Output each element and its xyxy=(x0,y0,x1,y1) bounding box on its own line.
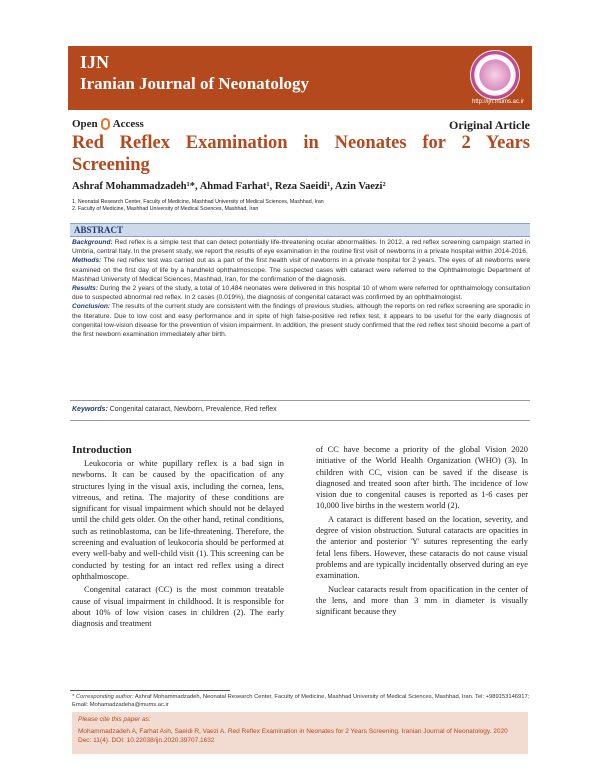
footnote-rule xyxy=(70,690,230,691)
doi-link[interactable]: 10.22038/ijn.2020.39707.1632 xyxy=(126,737,215,744)
affiliation-2: 2. Faculty of Medicine, Mashhad University of Medical Sciences, Mashhad, Iran xyxy=(72,206,259,212)
paragraph: of CC have become a priority of the global Vision 2020 initiative of the World Health Organization (WHO) (3). In children with CC, vision can be saved if the disease is diagnosed and treated soon after birth. The incidence of low vision due to congenital causes is reported as 1-6 cases per 10,000 live births in the western world (2). xyxy=(316,445,528,511)
open-lock-icon xyxy=(101,118,110,130)
citation-box xyxy=(72,712,528,754)
access-label: Access xyxy=(112,118,144,130)
paragraph: Nuclear cataracts result from opacification in the center of the lens, and more than 3 mm in diameter is visually significant because they xyxy=(316,584,528,617)
author-list: Ashraf Mohammadzadeh¹*, Ahmad Farhat¹, Reza Saeidi¹, Azin Vaezi² xyxy=(72,181,386,192)
article-type: Original Article xyxy=(449,118,530,132)
abstract-conclusion: Conclusion: The results of the current study are consistent with the findings of previous studies, although the reports on red reflex screening are sporadic in the literature. Due to low cost and easy performance and in spite of high false-positive red reflex test, it appears to be useful for the early diagnosis of congenital low-vision disease for the prevention of vision impairment. In addition, the present study confirmed that the red reflex test should become a part of the first newborn examination immediately after birth. xyxy=(72,303,530,339)
abstract-methods: Methods: The red reflex test was carried out as a part of the first health visit of newborns in a private hospital for 2 years. The eyes of all newborns were examined on the first day of life by a handheld ophthalmoscope. The suspected cases with cataract were referred to the Ophthalmologic Department of Mashhad University of Medical Sciences, Mashhad, Iran, for the confirmation of the diagnosis. xyxy=(72,257,530,283)
abstract-heading: ABSTRACT xyxy=(70,223,530,237)
corresponding-author: * Corresponding author: Ashraf Mohammadzadeh, Neonatal Research Center, Faculty of Medicine, Mashhad University of Medical Sciences, Mashhad, Iran. Tel: +989153146917; Email: Mohamadzadeha@mums.ac.ir xyxy=(72,694,530,708)
body-column-left xyxy=(72,458,284,629)
journal-url[interactable]: http://ijn.mums.ac.ir xyxy=(471,99,524,105)
introduction-heading: Introduction xyxy=(72,444,132,456)
journal-seal-icon xyxy=(470,50,520,100)
open-access-tag xyxy=(72,118,144,130)
body-column-right xyxy=(316,444,528,617)
divider xyxy=(70,400,530,401)
open-label: Open xyxy=(72,118,98,130)
article-title: Red Reflex Examination in Neonates for 2 Years Screening xyxy=(72,133,530,175)
keywords: Keywords: Congenital cataract, Newborn, Prevalence, Red reflex xyxy=(72,406,277,413)
abstract-background: Background: Red reflex is a simple test that can detect potentially life-threatening ocular abnormalities. In 2012, a red reflex screening campaign started in Umbria, central Italy. In the present study, we report the results of eye examination in the routine first visit of newborns in a private hospital within 2014-2016. xyxy=(72,239,530,256)
abstract-results: Results: During the 2 years of the study, a total of 10,484 neonates were delivered in this hospital 10 of whom were referred for ophthalmology consultation due to suspected abnormal red reflex. In 2 cases (0.019%), the diagnosis of congenital cataract was confirmed by an ophthalmologist. xyxy=(72,285,530,302)
citation-text: Mohammadzadeh A, Farhat Ash, Saeidi R, Vaezi A. Red Reflex Examination in Neonates for 2 Years Screening. Iranian Journal of Neonatology. 2020 Dec: 11(4). DOI: 10.22038/ijn.2020.39707.1632 xyxy=(78,728,508,744)
citation-label: Please cite this paper as: xyxy=(78,716,151,723)
paragraph: A cataract is different based on the location, severity, and degree of vision obstruction. Sutural cataracts are opacities in the anterior and posterior 'Y' sutures representing the early fetal lens fibers. However, these cataracts do not cause visual problems and are typically incidentally observed during an eye examination. xyxy=(316,514,528,581)
divider xyxy=(70,420,530,421)
paragraph: Leukocoria or white pupillary reflex is a bad sign in newborns. It can be caused by the opacification of any structures lying in the visual axis, including the cornea, lens, vitreous, and retina. The majority of these conditions are significant for visual impairment which should not be delayed until the child gets older. On the other hand, retinal conditions, such as retinoblastoma, can be life-threatening. Therefore, the screening and evaluation of leukocoria should be performed at every well-baby and well-child visit (1). This screening can be conducted by testing for an intact red reflex using a direct ophthalmoscope. xyxy=(72,459,284,581)
abstract-body xyxy=(72,238,530,339)
paragraph: Congenital cataract (CC) is the most common treatable cause of visual impairment in childhood. It is responsible for about 10% of low vision cases in children (2). The early diagnosis and treatment xyxy=(72,585,284,629)
affiliation-1: 1. Neonatal Research Center, Faculty of Medicine, Mashhad University of Medical Sciences, Mashhad, Iran xyxy=(72,199,324,205)
affiliations xyxy=(72,199,324,213)
journal-abbrev: IJN xyxy=(80,52,110,72)
journal-name: Iranian Journal of Neonatology xyxy=(80,74,310,93)
journal-banner xyxy=(68,46,532,110)
